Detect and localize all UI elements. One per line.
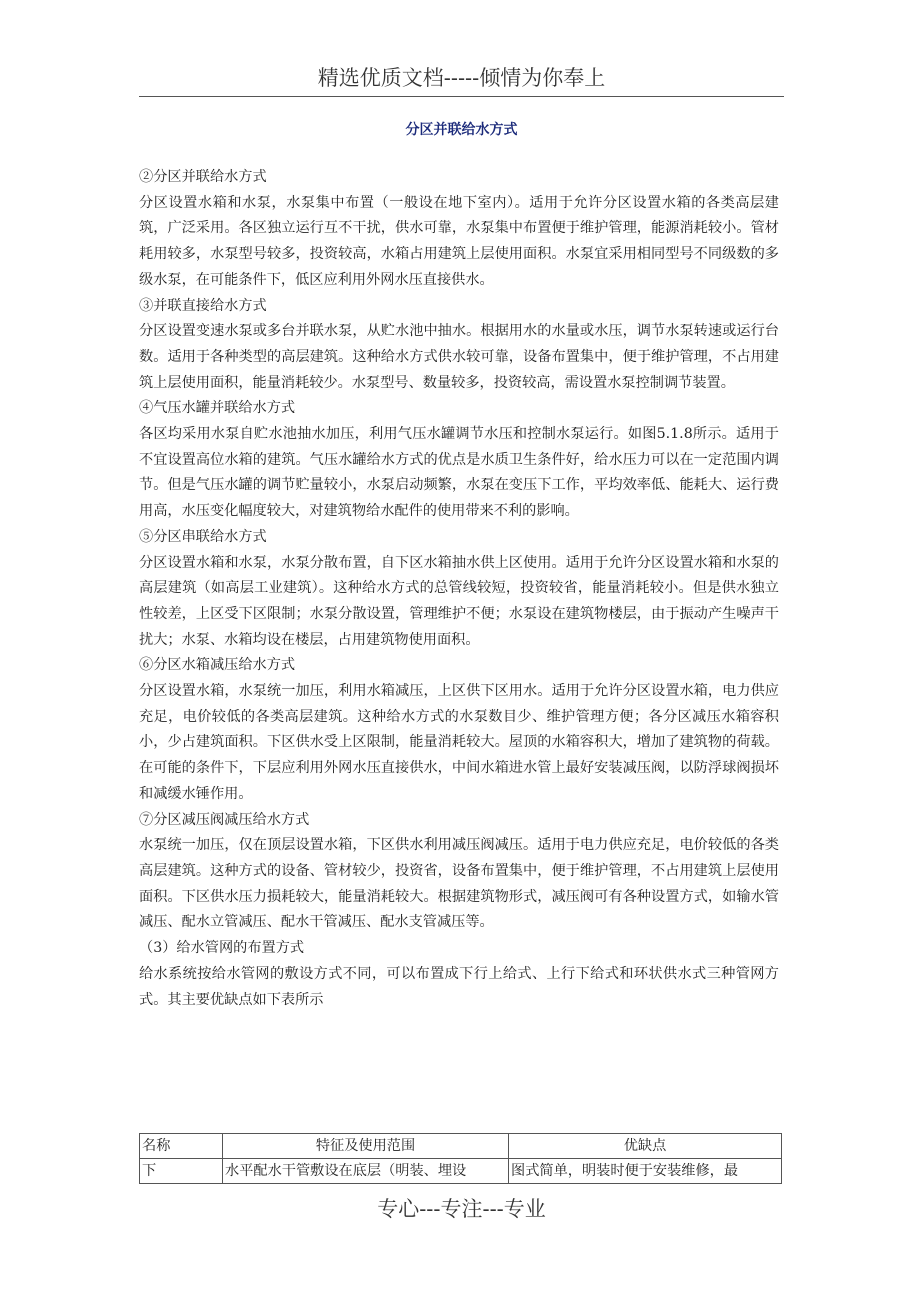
body-paragraph: 分区设置水箱和水泵，水泵集中布置（一般设在地下室内）。适用于允许分区设置水箱的各类高层建筑，广泛采用。各区独立运行互不干扰，供水可靠，水泵集中布置便于维护管理，能源消耗较小。管材耗用较多，水泵型号较多，投资较高，水箱占用建筑上层使用面积。水泵宜采用相同型号不同级数的多级水泵，在可能条件下，低区应利用外网水压直接供水。 <box>139 194 779 288</box>
section-heading: ③并联直接给水方式 <box>139 297 267 314</box>
comparison-table <box>139 1133 782 1184</box>
section-heading: ⑥分区水箱减压给水方式 <box>139 657 296 674</box>
page-header-text: 精选优质文档-----倾情为你奉上 <box>317 66 606 90</box>
body-paragraph: 各区均采用水泵自贮水池抽水加压，利用气压水罐调节水压和控制水泵运行。如图5.1.8所示。适用于不宜设置高位水箱的建筑。气压水罐给水方式的优点是水质卫生条件好，给水压力可以在一定范围内调节。但是气压水罐的调节贮量较小，水泵启动频繁，水泵在变压下工作，平均效率低、能耗大、运行费用高，水压变化幅度较大，对建筑物给水配件的使用带来不利的影响。 <box>139 426 779 520</box>
page-header <box>139 60 784 97</box>
body-paragraph: 水泵统一加压，仅在顶层设置水箱，下区供水利用减压阀减压。适用于电力供应充足，电价较低的各类高层建筑。这种方式的设备、管材较少，投资省，设备布置集中，便于维护管理，不占用建筑上层使用面积。下区供水压力损耗较大，能量消耗较大。根据建筑物形式，减压阀可有各种设置方式，如输水管减压、配水立管减压、配水干管减压、配水支管减压等。 <box>139 837 779 931</box>
table-header-cell: 特征及使用范围 <box>223 1134 509 1159</box>
section-heading: （3）给水管网的布置方式 <box>139 940 305 957</box>
table-cell: 下 <box>140 1159 223 1184</box>
section-heading: ④气压水罐并联给水方式 <box>139 400 296 417</box>
section-heading: ⑤分区串联给水方式 <box>139 528 267 545</box>
document-title: 分区并联给水方式 <box>405 122 518 138</box>
body-paragraph: 分区设置水箱和水泵，水泵分散布置，自下区水箱抽水供上区使用。适用于允许分区设置水箱和水泵的高层建筑（如高层工业建筑）。这种给水方式的总管线较短，投资较省，能量消耗较小。但是供水独立性较差，上区受下区限制；水泵分散设置，管理维护不便；水泵设在建筑物楼层，由于振动产生噪声干扰大；水泵、水箱均设在楼层，占用建筑物使用面积。 <box>139 554 779 648</box>
section-heading: ②分区并联给水方式 <box>139 169 267 185</box>
body-paragraph: 分区设置水箱，水泵统一加压，利用水箱减压，上区供下区用水。适用于允许分区设置水箱，电力供应充足，电价较低的各类高层建筑。这种给水方式的水泵数目少、维护管理方便；各分区减压水箱容积小，少占建筑面积。下区供水受上区限制，能量消耗较大。屋顶的水箱容积大，增加了建筑物的荷载。在可能的条件下，下层应利用外网水压直接供水，中间水箱进水管上最好安装减压阀，以防浮球阀损坏和减缓水锤作用。 <box>139 683 779 802</box>
table-header-row <box>140 1134 782 1159</box>
table-row <box>140 1159 782 1184</box>
body-paragraph: 给水系统按给水管网的敷设方式不同，可以布置成下行上给式、上行下给式和环状供水式三种管网方式。其主要优缺点如下表所示 <box>139 965 779 1008</box>
table-header-cell: 名称 <box>140 1134 223 1159</box>
table-cell: 图式简单，明装时便于安装维修，最 <box>509 1159 782 1184</box>
body-paragraph: 分区设置变速水泵或多台并联水泵，从贮水池中抽水。根据用水的水量或水压，调节水泵转速或运行台数。适用于各种类型的高层建筑。这种给水方式供水较可靠，设备布置集中，便于维护管理，不占用建筑上层使用面积，能量消耗较少。水泵型号、数量较多，投资较高，需设置水泵控制调节装置。 <box>139 323 779 391</box>
table-header-cell: 优缺点 <box>509 1134 782 1159</box>
section-heading: ⑦分区减压阀减压给水方式 <box>139 811 310 828</box>
page-footer-text: 专心---专注---专业 <box>377 1197 546 1221</box>
page-footer <box>139 1194 784 1224</box>
table-cell: 水平配水干管敷设在底层（明装、埋设 <box>223 1159 509 1184</box>
document-body <box>139 165 779 1013</box>
